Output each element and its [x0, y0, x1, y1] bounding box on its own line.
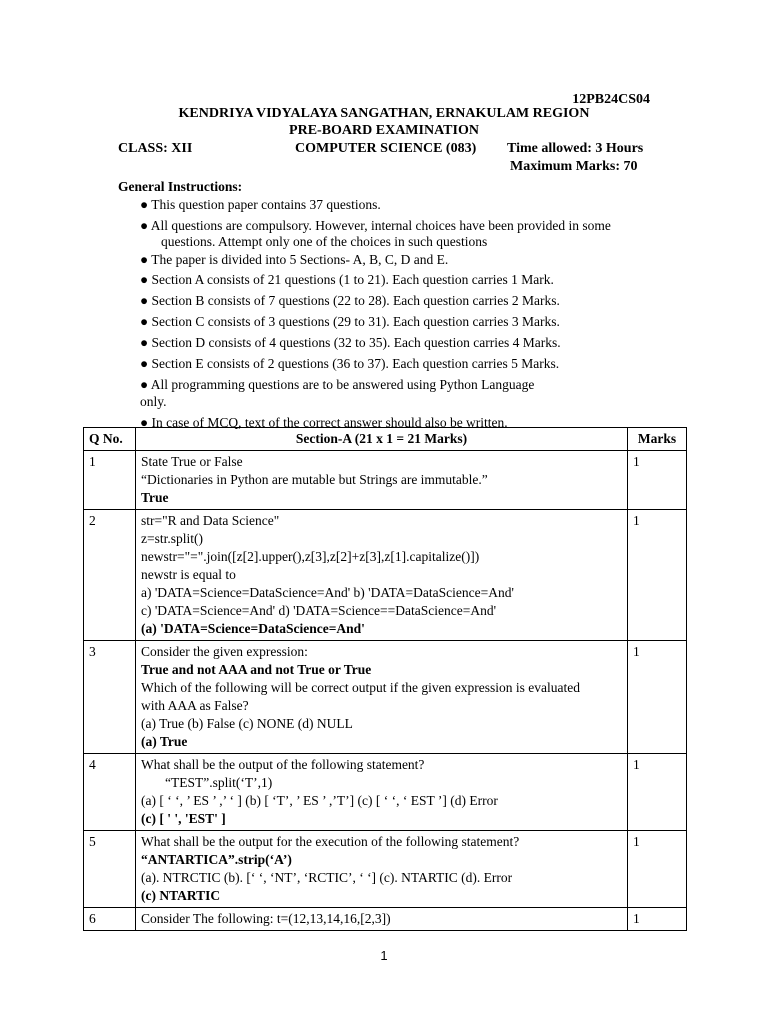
instruction-item: questions. Attempt only one of the choices in such questions [161, 234, 488, 249]
instruction-item: ● All programming questions are to be answered using Python Language [140, 377, 535, 392]
instruction-item: ● Section D consists of 4 questions (32 to 35). Each question carries 4 Marks. [140, 335, 561, 350]
answer-line: True [141, 490, 169, 505]
question-number: 5 [84, 831, 136, 908]
question-line: Consider The following: t=(12,13,14,16,[2,3]) [141, 911, 391, 926]
question-line: State True or False [141, 454, 243, 469]
question-line: c) 'DATA=Science=And' d) 'DATA=Science==DataScience=And' [141, 603, 497, 618]
table-row [84, 451, 687, 510]
paper-code: 12PB24CS04 [572, 92, 650, 107]
instruction-item: ● The paper is divided into 5 Sections- A, B, C, D and E. [140, 252, 449, 267]
question-number: 1 [84, 451, 136, 510]
question-line: What shall be the output of the following statement? [141, 757, 425, 772]
question-line: (a) [ ‘ ‘, ’ ES ’ ,’ ‘ ] (b) [ ‘T’, ’ ES ’ ,’T’] (c) [ ‘ ‘, ‘ EST ’] (d) Error [141, 793, 498, 808]
instruction-item: ● Section C consists of 3 questions (29 to 31). Each question carries 3 Marks. [140, 314, 560, 329]
question-line: Consider the given expression: [141, 644, 308, 659]
time-allowed: Time allowed: 3 Hours [507, 141, 644, 156]
question-text [136, 510, 628, 641]
question-line: What shall be the output for the execution of the following statement? [141, 834, 520, 849]
question-number: 6 [84, 908, 136, 931]
answer-line: (c) [ ' ', 'EST' ] [141, 811, 226, 826]
instruction-item: ● Section E consists of 2 questions (36 to 37). Each question carries 5 Marks. [140, 356, 560, 371]
question-text [136, 754, 628, 831]
questions-table [83, 427, 687, 931]
table-row [84, 831, 687, 908]
instruction-item: only. [140, 394, 167, 409]
question-line: (a) True (b) False (c) NONE (d) NULL [141, 716, 353, 731]
instruction-item: ● Section B consists of 7 questions (22 to 28). Each question carries 2 Marks. [140, 293, 560, 308]
question-line: a) 'DATA=Science=DataScience=And' b) 'DATA=DataScience=And' [141, 585, 514, 600]
instruction-item: ● Section A consists of 21 questions (1 to 21). Each question carries 1 Mark. [140, 272, 554, 287]
exam-title: PRE-BOARD EXAMINATION [289, 123, 479, 138]
question-line: “TEST”.split(‘T’,1) [165, 775, 273, 790]
question-number: 3 [84, 641, 136, 754]
table-row [84, 754, 687, 831]
question-marks: 1 [628, 510, 687, 641]
question-line: newstr="=".join([z[2].upper(),z[3],z[2]+z[3],z[1].capitalize()]) [141, 549, 480, 564]
answer-line: (a) True [141, 734, 188, 749]
marks-header: Marks [628, 428, 687, 451]
table-header-row [84, 428, 687, 451]
question-text [136, 451, 628, 510]
question-number: 2 [84, 510, 136, 641]
section-header: Section-A (21 x 1 = 21 Marks) [136, 428, 628, 451]
instructions-title: General Instructions: [118, 179, 243, 194]
question-line: Which of the following will be correct output if the given expression is evaluated [141, 680, 581, 695]
question-text [136, 831, 628, 908]
maximum-marks: Maximum Marks: 70 [510, 159, 638, 174]
question-line: (a). NTRCTIC (b). [‘ ‘, ‘NT’, ‘RCTIC’, ‘ ‘] (c). NTARTIC (d). Error [141, 870, 513, 885]
answer-line: (a) 'DATA=Science=DataScience=And' [141, 621, 365, 636]
questions-body [84, 451, 687, 931]
question-line: “Dictionaries in Python are mutable but Strings are immutable.” [141, 472, 488, 487]
question-marks: 1 [628, 831, 687, 908]
subject-label: COMPUTER SCIENCE (083) [295, 141, 477, 156]
instruction-item: ● All questions are compulsory. However, internal choices have been provided in some [140, 218, 611, 233]
answer-line: “ANTARTICA”.strip(‘A’) [141, 852, 292, 867]
question-marks: 1 [628, 754, 687, 831]
question-line: str="R and Data Science" [141, 513, 280, 528]
question-line: newstr is equal to [141, 567, 236, 582]
instruction-item: ● This question paper contains 37 questions. [140, 197, 381, 212]
instruction-item: ● In case of MCQ, text of the correct answer should also be written. [140, 415, 508, 430]
table-row [84, 641, 687, 754]
answer-line: True and not AAA and not True or True [141, 662, 372, 677]
question-marks: 1 [628, 451, 687, 510]
question-marks: 1 [628, 641, 687, 754]
question-text [136, 908, 628, 931]
qno-header: Q No. [84, 428, 136, 451]
question-line: z=str.split() [141, 531, 203, 546]
organization-title: KENDRIYA VIDYALAYA SANGATHAN, ERNAKULAM REGION [178, 106, 590, 121]
class-label: CLASS: XII [118, 141, 193, 156]
table-row [84, 908, 687, 931]
question-line: with AAA as False? [141, 698, 249, 713]
question-number: 4 [84, 754, 136, 831]
question-marks: 1 [628, 908, 687, 931]
page-number: 1 [380, 948, 388, 963]
instructions-list [140, 195, 650, 431]
question-text [136, 641, 628, 754]
answer-line: (c) NTARTIC [141, 888, 221, 903]
table-row [84, 510, 687, 641]
